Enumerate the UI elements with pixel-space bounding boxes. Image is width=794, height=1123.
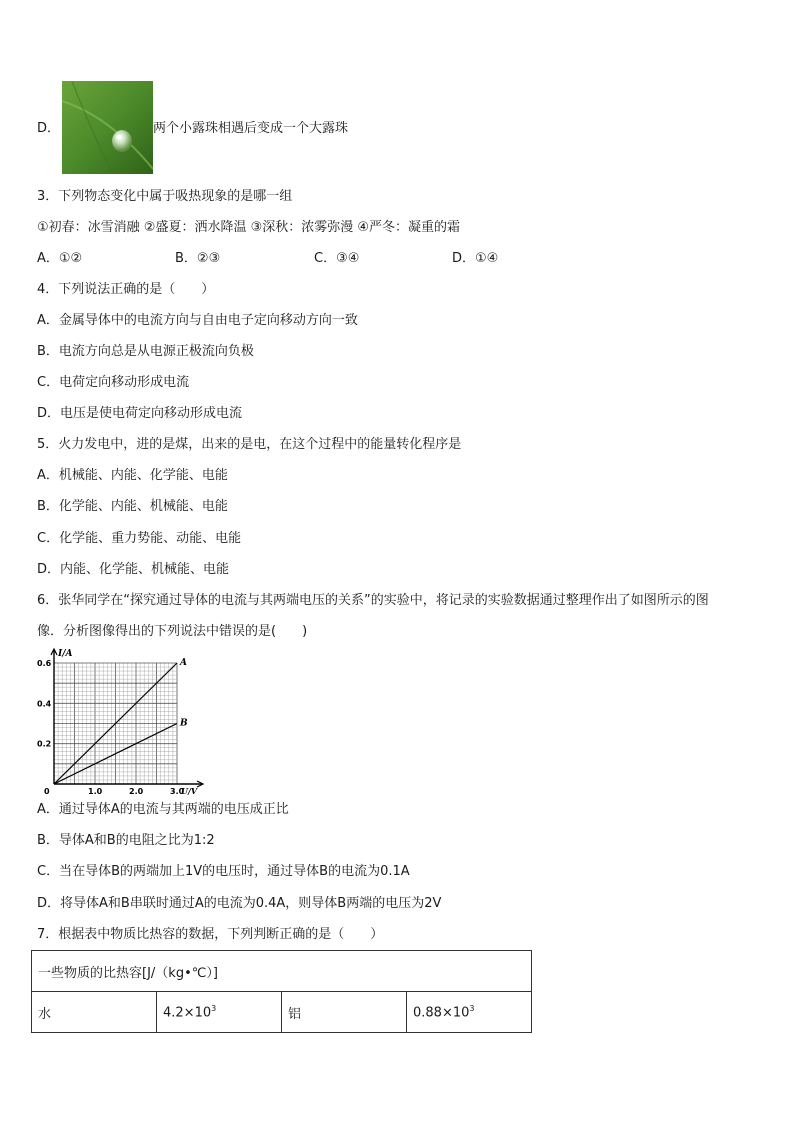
table-cell-substance-2: 铝: [282, 992, 407, 1033]
q4-option-a: A．金属导体中的电流方向与自由电子定向移动方向一致: [37, 313, 358, 328]
q3-option-c: C．③④: [314, 251, 360, 266]
q3-items: ①初春：冰雪消融 ②盛夏：洒水降温 ③深秋：浓雾弥漫 ④严冬：凝重的霜: [37, 220, 461, 235]
q6-stem-line2: 像．分析图像得出的下列说法中错误的是( ): [37, 624, 308, 639]
y-tick-label: 0.6: [37, 659, 52, 668]
x-tick-label: 1.0: [88, 787, 103, 796]
q6-option-d: D．将导体A和B串联时通过A的电流为0.4A，则导体B两端的电压为2V: [37, 896, 442, 911]
q5-stem: 5．火力发电中，进的是煤，出来的是电，在这个过程中的能量转化程序是: [37, 437, 462, 452]
q2-option-d-text: 两个小露珠相遇后变成一个大露珠: [153, 121, 349, 136]
q4-option-b: B．电流方向总是从电源正极流向负极: [37, 344, 254, 359]
q6-option-c: C．当在导体B的两端加上1V的电压时，通过导体B的电流为0.1A: [37, 864, 410, 879]
q5-option-b: B．化学能、内能、机械能、电能: [37, 499, 228, 514]
q4-option-c: C．电荷定向移动形成电流: [37, 375, 190, 390]
q6-stem-line1: 6．张华同学在“探究通过导体的电流与其两端电压的关系”的实验中，将记录的实验数据通过整理作出了如图所示的图: [37, 593, 709, 608]
dew-drop-photo: [62, 81, 153, 174]
q2-option-d-letter: D．: [37, 121, 61, 136]
q4-stem: 4．下列说法正确的是（ ）: [37, 282, 215, 297]
q6-option-a: A．通过导体A的电流与其两端的电压成正比: [37, 802, 289, 817]
current-voltage-graph: [36, 647, 206, 797]
x-tick-label: 2.0: [129, 787, 144, 796]
q5-option-a: A．机械能、内能、化学能、电能: [37, 468, 228, 483]
table-cell-value-2: $0.88\times 10^3$: [407, 992, 532, 1033]
q3-option-b: B．②③: [175, 251, 221, 266]
specific-heat-table: [31, 950, 532, 1033]
table-header-cell: 一些物质的比热容[J/（kg•℃）]: [32, 951, 532, 992]
x-tick-label: 3.0: [170, 787, 185, 796]
q3-option-a: A．①②: [37, 251, 83, 266]
y-tick-label: 0.2: [37, 739, 52, 749]
y-axis-label: I/A: [58, 649, 73, 659]
table-cell-value-1: $4.2\times 10^3$: [157, 992, 282, 1033]
table-header-row: [32, 951, 532, 992]
q5-option-c: C．化学能、重力势能、动能、电能: [37, 531, 242, 546]
q4-option-d: D．电压是使电荷定向移动形成电流: [37, 406, 243, 421]
x-axis-label: U/V: [181, 786, 198, 796]
q3-option-d: D．①④: [452, 251, 499, 266]
table-cell-substance-1: 水: [32, 992, 157, 1033]
q7-stem: 7．根据表中物质比热容的数据，下列判断正确的是（ ）: [37, 927, 384, 942]
y-tick-label: 0.4: [37, 699, 52, 709]
series-label-A: A: [180, 658, 187, 668]
q6-option-b: B．导体A和B的电阻之比为1:2: [37, 833, 215, 848]
x-tick-label: 0: [44, 787, 50, 796]
table-row: [32, 992, 532, 1033]
q3-stem: 3．下列物态变化中属于吸热现象的是哪一组: [37, 189, 293, 204]
series-label-B: B: [180, 718, 188, 729]
q5-option-d: D．内能、化学能、机械能、电能: [37, 562, 230, 577]
